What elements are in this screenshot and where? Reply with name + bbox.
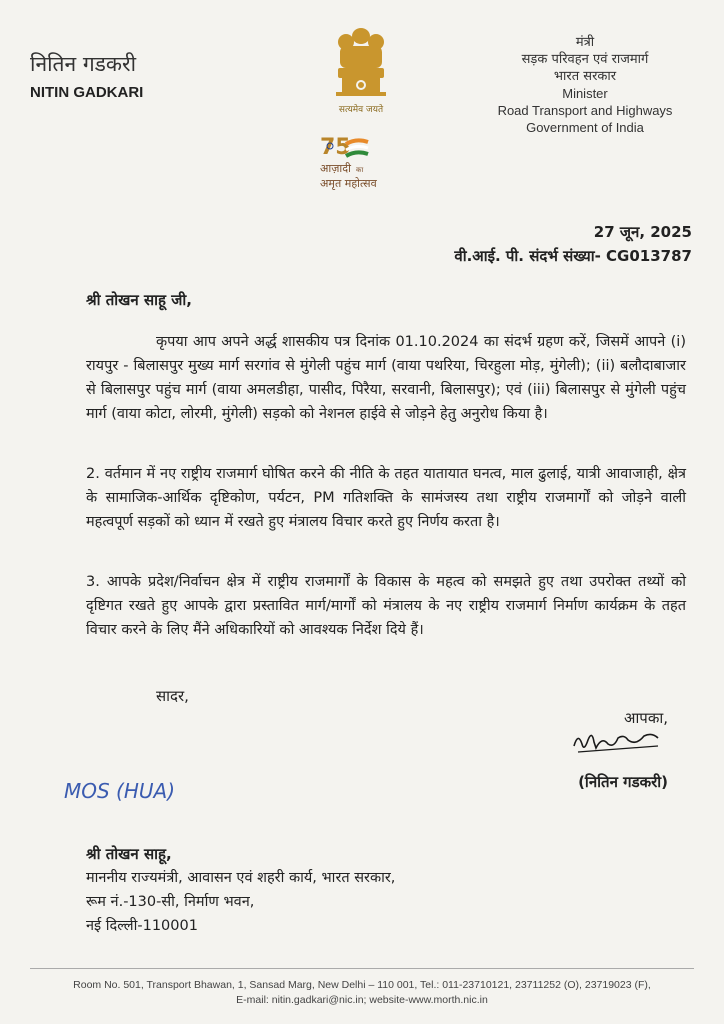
footer-divider	[30, 968, 694, 969]
govt-hindi: भारत सरकार	[553, 69, 617, 84]
svg-text:आज़ादी: आज़ादी	[320, 162, 351, 175]
addressee-name: श्री तोखन साहू,	[86, 845, 172, 863]
salutation: श्री तोखन साहू जी,	[86, 291, 192, 309]
dept-english: Road Transport and Highways	[497, 103, 673, 118]
letter-date: 27 जून, 2025	[593, 223, 692, 241]
title-english: Minister	[562, 86, 608, 101]
addressee-line-1: माननीय राज्यमंत्री, आवासन एवं शहरी कार्य, भारत सरकार,	[86, 870, 396, 886]
dept-hindi: सड़क परिवहन एवं राजमार्ग	[521, 52, 649, 67]
svg-text:अमृत महोत्सव: अमृत महोत्सव	[320, 177, 377, 190]
paragraph-2: 2. वर्तमान में नए राष्ट्रीय राजमार्ग घोषित करने की नीति के तहत यातायात घनत्व, माल ढुलाई, यात्री आवाजाही, क्षेत्र के सामाजिक-आर्थिक दृष्टिकोण, पर्यटन, PM गतिशक्ति के सामंजस्य तथा राष्ट्रीय राजमार्गों को जोड़ने वाली महत्वपूर्ण सड़कों को ध्यान में रखते हुए मंत्रालय विचार करते हुए निर्णय करता है।	[86, 466, 686, 530]
national-emblem-icon	[326, 22, 396, 122]
addressee-line-2: रूम नं.-130-सी, निर्माण भवन,	[86, 894, 255, 910]
reference-number: वी.आई. पी. संदर्भ संख्या- CG013787	[454, 247, 692, 265]
azadi-ka-amrit-mahotsav-logo	[306, 132, 406, 194]
govt-english: Government of India	[526, 120, 644, 135]
yours-faithfully: आपका,	[623, 709, 668, 727]
closing: सादर,	[156, 687, 189, 705]
svg-text:MOS (HUA): MOS (HUA)	[64, 779, 176, 803]
sender-name-hindi: नितिन गडकरी	[30, 52, 137, 76]
emblem-motto: सत्यमेव जयते	[338, 105, 384, 115]
paragraph-1: कृपया आप अपने अर्द्ध शासकीय पत्र दिनांक 01.10.2024 का संदर्भ ग्रहण करें, जिसमें आपने (i) रायपुर - बिलासपुर मुख्य मार्ग सरगांव से मुंगेली पहुंच मार्ग (वाया पथरिया, चिरहुला मोड़, मुंगेली); (ii) बलौदाबाजार से बिलासपुर पहुंच मार्ग (वाया अमलडीहा, पासीद, पिरैया, सरवानी, बिलासपुर); एवं (iii) बिलासपुर से मुंगेली पहुंच मार्ग (वाया कोटा, लोरमी, मुंगेली) सड़को को नेशनल हाईवे से जोड़ने हेतु अनुरोध किया है।	[86, 334, 686, 422]
footer	[20, 978, 704, 1008]
title-hindi: मंत्री	[575, 35, 595, 50]
paragraph-3: 3. आपके प्रदेश/निर्वाचन क्षेत्र में राष्ट्रीय राजमार्गों के विकास के महत्व को समझते हुए तथा उपरोक्त तथ्यों को दृष्टिगत रखते हुए आपके द्वारा प्रस्तावित मार्ग/मार्गों को मंत्रालय के नए राष्ट्रीय राजमार्ग निर्माण कार्यक्रम के तहत विचार करने के लिए मैंने अधिकारियों को आवश्यक निर्देश दिये हैं।	[86, 574, 686, 638]
sender-name-english: NITIN GADKARI	[30, 84, 144, 101]
addressee-block	[86, 842, 395, 938]
svg-text:का: का	[356, 166, 364, 174]
addressee-line-3: नई दिल्ली-110001	[86, 918, 198, 934]
footer-contact: E-mail: nitin.gadkari@nic.in; website-www.morth.nic.in	[236, 994, 488, 1006]
signer-name: (नितिन गडकरी)	[578, 773, 668, 791]
handwritten-note	[60, 774, 200, 808]
footer-address: Room No. 501, Transport Bhawan, 1, Sansad Marg, New Delhi – 110 001, Tel.: 011-23710121, 23711252 (O), 23719023 (F),	[73, 979, 651, 991]
svg-text:75: 75	[320, 135, 351, 160]
minister-designation	[470, 34, 700, 136]
signature-image	[568, 726, 668, 758]
